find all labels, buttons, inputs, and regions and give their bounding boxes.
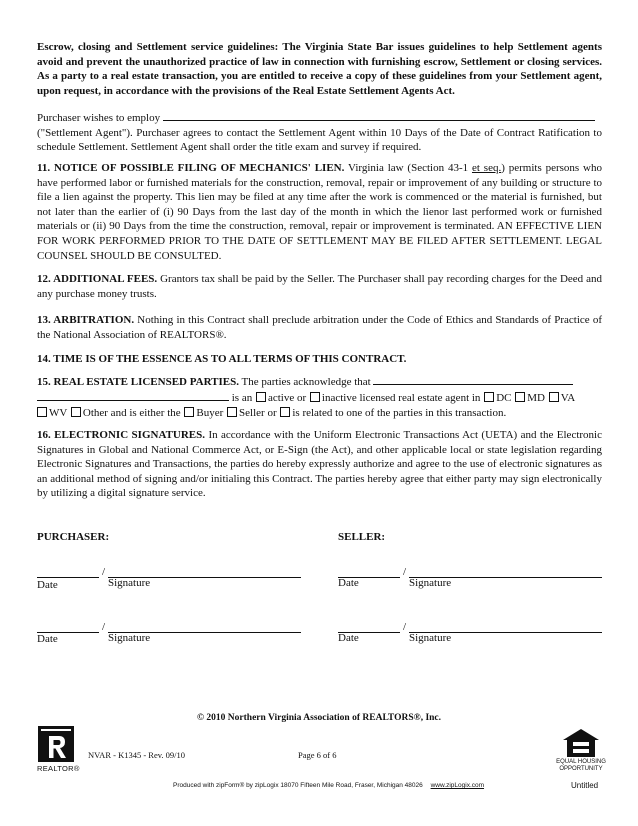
md-checkbox[interactable] (515, 392, 525, 402)
form-id: NVAR - K1345 - Rev. 09/10 (88, 750, 186, 760)
seller-1-date-label: Date (338, 577, 359, 589)
buyer-label: Buyer (196, 407, 224, 419)
eho-line-1: EQUAL HOUSING (556, 759, 606, 765)
produced-with-text: Produced with zipForm® by zipLogix 18070 Fifteen Mile Road, Fraser, Michigan 48026 (173, 782, 423, 789)
seller-2-signature-label: Signature (409, 632, 452, 644)
section-11-heading: 11. NOTICE OF POSSIBLE FILING OF MECHANICS' LIEN. (37, 162, 345, 174)
dc-label: DC (496, 392, 512, 404)
is-an-label: is an (231, 392, 253, 404)
page-number: Page 6 of 6 (298, 750, 337, 760)
active-checkbox[interactable] (256, 392, 266, 402)
md-label: MD (527, 392, 545, 404)
settlement-agent-lead: Purchaser wishes to employ (37, 112, 161, 124)
section-11-body: ) permits persons who have performed labor or furnished materials for the construction, removal, repair or improvement of any building or structure to file a lien against the property. This lien may be filed at any time after the work is commenced or the material is furnished, but not later than the earlier of (i) 90 Days from the last day of the month in which the lienor last performed work or furnished materials or (ii) 90 Days from the time the construction, removal, repair or improvement is terminated. AN EFFECTIVE LIEN FOR WORK PERFORMED PRIOR TO THE DATE OF SETTLEMENT MAY BE FILED AFTER SETTLEMENT. LEGAL COUNSEL SHOULD BE CONSULTED. (37, 162, 602, 262)
section-11-etseq: et seq. (471, 162, 502, 174)
seller-label: Seller or (239, 407, 277, 419)
section-15-heading: 15. REAL ESTATE LICENSED PARTIES. (37, 376, 239, 388)
realtor-logo-text: REALTOR® (37, 764, 80, 773)
settlement-agent-paragraph (37, 110, 602, 155)
purchaser-2-slash: / (102, 621, 106, 633)
section-12-body: Grantors tax shall be paid by the Seller. The Purchaser shall pay recording charges for the Deed and any purchase money trusts. (37, 273, 602, 300)
related-label: is related to one of the parties in this transaction. (292, 407, 507, 419)
purchaser-2-signature-label: Signature (108, 632, 151, 644)
seller-1-slash: / (403, 566, 407, 578)
va-label: VA (560, 392, 576, 404)
produced-with (173, 779, 484, 792)
section-16-body: In accordance with the Uniform Electronic Transactions Act (UETA) and the Electronic Signatures in Global and National Commerce Act, or E-Sign (the Act), and other applicable local or state legislation regarding Electronic Signatures and Transactions, the parties do hereby expressly authorize and agree to the use of electronic signatures as an additional method of signing and/or initialing this Contract. The parties hereby agree that either party may sign electronically by utilizing a digital signature service. (37, 429, 602, 500)
section-11-pre: Virginia law (Section 43-1 (344, 162, 472, 174)
section-16 (37, 428, 602, 501)
inactive-label: inactive licensed real estate agent in (321, 392, 481, 404)
seller-1-signature-label: Signature (409, 577, 452, 589)
eho-line-2: OPPORTUNITY (559, 766, 603, 772)
settlement-agent-blank[interactable] (163, 110, 595, 121)
wv-label: WV (49, 407, 68, 419)
section-16-heading: 16. ELECTRONIC SIGNATURES. (37, 429, 206, 441)
other-label: Other and is either the (82, 407, 181, 419)
realtor-logo (37, 725, 80, 773)
escrow-guidelines-paragraph: Escrow, closing and Settlement service guidelines: The Virginia State Bar issues guidelines to help Settlement agents avoid and prevent the unauthorized practice of law in connection with furnishing escrow, Settlement or closing services. As a party to a real estate transaction, you are entitled to receive a copy of these guidelines from your Settlement agent, upon request, in accordance with the provisions of the Real Estate Settlement Agents Act. (37, 41, 602, 97)
section-12-heading: 12. ADDITIONAL FEES. (37, 273, 158, 285)
seller-2-date-label: Date (338, 632, 359, 644)
seller-checkbox[interactable] (227, 407, 237, 417)
realtor-r-icon (37, 725, 75, 763)
dc-checkbox[interactable] (484, 392, 494, 402)
seller-heading: SELLER: (338, 531, 386, 543)
related-checkbox[interactable] (280, 407, 290, 417)
section-13-heading: 13. ARBITRATION. (37, 314, 135, 326)
section-15 (37, 374, 602, 421)
settlement-agent-rest: ("Settlement Agent"). Purchaser agrees to contact the Settlement Agent within 10 Days of the Date of Contract Ratification to schedule Settlement. Settlement Agent shall order the title exam and survey if required. (37, 126, 602, 154)
section-15-lead: The parties acknowledge that (238, 376, 371, 388)
copyright: © 2010 Northern Virginia Association of REALTORS®, Inc. (196, 713, 442, 723)
purchaser-1-signature-label: Signature (108, 577, 151, 589)
equal-housing-house-icon (562, 728, 600, 758)
section-13 (37, 313, 602, 342)
section-14-heading: 14. TIME IS OF THE ESSENCE AS TO ALL TERMS OF THIS CONTRACT. (37, 353, 407, 365)
seller-2-slash: / (403, 621, 407, 633)
purchaser-1-date-line[interactable] (37, 577, 99, 578)
ziplogix-link[interactable]: www.zipLogix.com (430, 782, 485, 789)
section-12 (37, 272, 602, 301)
wv-checkbox[interactable] (37, 407, 47, 417)
buyer-checkbox[interactable] (184, 407, 194, 417)
section-13-body: Nothing in this Contract shall preclude arbitration under the Code of Ethics and Standards of Practice of the National Association of REALTORS®. (37, 314, 602, 341)
purchaser-2-date-label: Date (37, 633, 58, 645)
inactive-checkbox[interactable] (310, 392, 320, 402)
active-label: active or (267, 392, 307, 404)
untitled-label: Untitled (571, 781, 599, 790)
purchaser-heading: PURCHASER: (37, 531, 110, 543)
section-11 (37, 161, 602, 263)
purchaser-1-slash: / (102, 566, 106, 578)
va-checkbox[interactable] (549, 392, 559, 402)
licensee-name-blank-1[interactable] (373, 374, 573, 385)
other-checkbox[interactable] (71, 407, 81, 417)
purchaser-1-date-label: Date (37, 579, 58, 591)
equal-housing-logo (556, 728, 606, 774)
licensee-name-blank-2[interactable] (37, 390, 229, 401)
